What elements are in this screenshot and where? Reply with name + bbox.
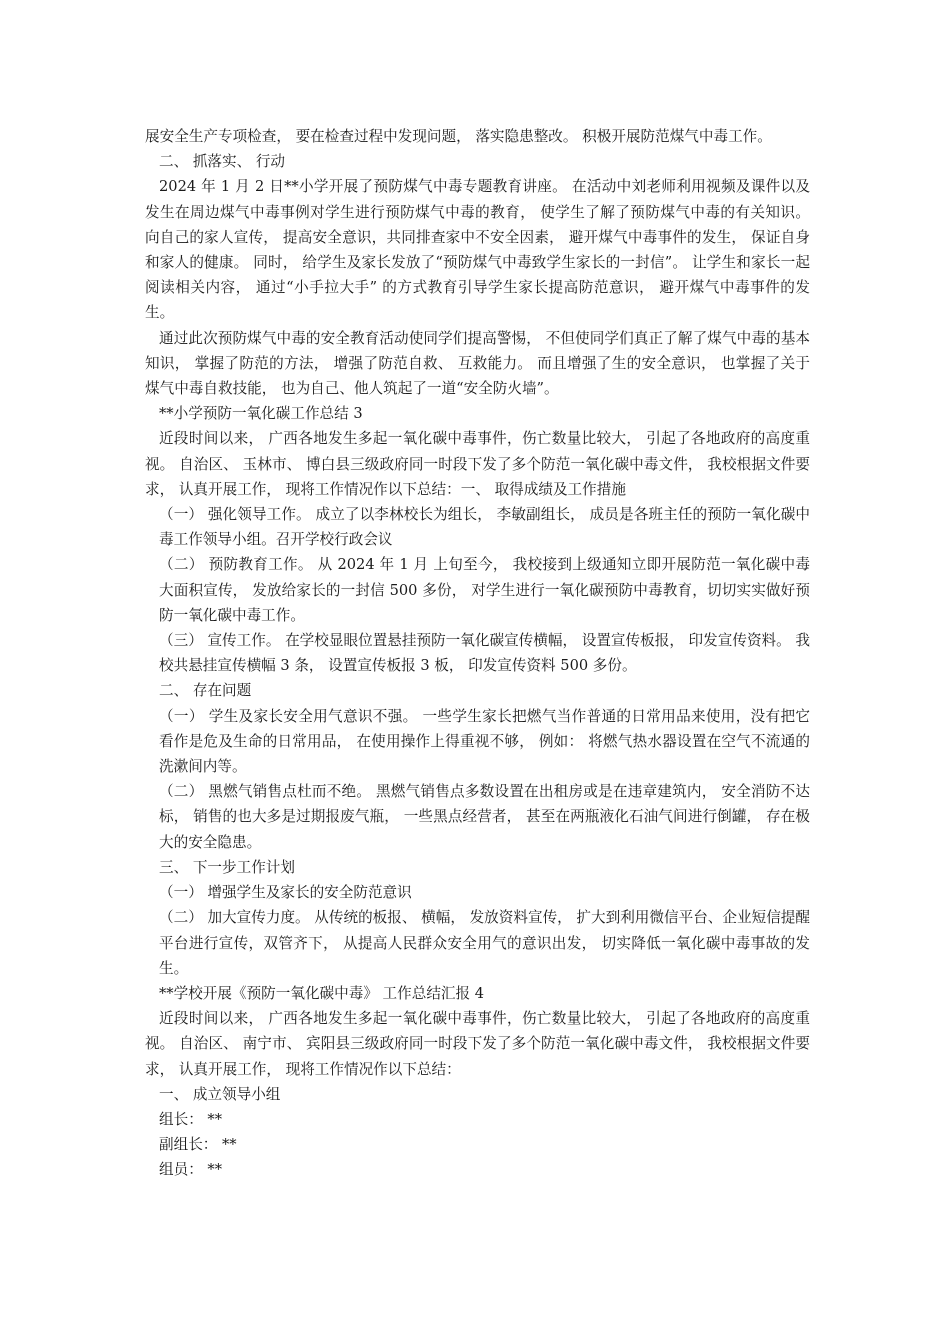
document-body <box>145 124 810 1183</box>
paragraph: 2024 年 1 月 2 日**小学开展了预防煤气中毒专题教育讲座。 在活动中刘老师利用视频及课件以及发生在周边煤气中毒事例对学生进行预防煤气中毒的教育， 使学生了解了预防煤气中毒的有关知识。 向自己的家人宣传， 提高安全意识，共同排查家中不安全因素， 避开煤气中毒事件的发生， 保证自身和家人的健康。 同时， 给学生及家长发放了“预防煤气中毒致学生家长的一封信”。 让学生和家长一起阅读相关内容， 通过“小手拉大手” 的方式教育引导学生家长提高防范意识， 避开煤气中毒事件的发生。 <box>145 178 811 322</box>
list-item: 组员： ** <box>159 1161 223 1179</box>
section-heading: 一、 成立领导小组 <box>159 1085 281 1103</box>
section-heading: 二、 抓落实、 行动 <box>159 153 286 171</box>
paragraph-intro: 展安全生产专项检查， 要在检查过程中发现问题， 落实隐患整改。 积极开展防范煤气中毒工作。 <box>145 128 772 145</box>
section-heading: 三、 下一步工作计划 <box>159 858 295 876</box>
list-item: （一） 增强学生及家长的安全防范意识 <box>159 884 412 902</box>
list-item: （一） 学生及家长安全用气意识不强。 一些学生家长把燃气当作普通的日常用品来使用，没有把它看作是危及生命的日常用品， 在使用操作上得重视不够， 例如： 将燃气热水器设置在空气不流通的洗漱间内等。 <box>159 707 810 776</box>
list-item: （二） 黑燃气销售点杜而不绝。 黑燃气销售点多数设置在出租房或是在违章建筑内， 安全消防不达标， 销售的也大多是过期报废气瓶， 一些黑点经营者， 甚至在两瓶液化石油气间进行倒罐， 存在极大的安全隐患。 <box>159 783 810 851</box>
list-item: （二） 预防教育工作。 从 2024 年 1 月 上旬至今， 我校接到上级通知立即开展防范一氧化碳中毒大面积宣传， 发放给家长的一封信 500 多份， 对学生进行一氧化碳预防中毒教育，切切实实做好预防一氧化碳中毒工作。 <box>159 556 810 624</box>
document-title: **学校开展《预防一氧化碳中毒》 工作总结汇报 4 <box>159 984 485 1002</box>
list-item: （二） 加大宣传力度。 从传统的板报、 横幅， 发放资料宣传， 扩大到利用微信平台、企业短信提醒平台进行宣传，双管齐下， 从提高人民群众安全用气的意识出发， 切实降低一氧化碳中毒事故的发生。 <box>159 909 810 977</box>
list-item: 组长： ** <box>159 1110 223 1128</box>
list-item: （一） 强化领导工作。 成立了以李林校长为组长， 李敏副组长， 成员是各班主任的预防一氧化碳中毒工作领导小组。召开学校行政会议 <box>159 506 810 549</box>
section-heading: 二、 存在问题 <box>159 682 252 700</box>
paragraph: 近段时间以来， 广西各地发生多起一氧化碳中毒事件，伤亡数量比较大， 引起了各地政府的高度重视。 自治区、 南宁市、 宾阳县三级政府同一时段下发了多个防范一氧化碳中毒文件， 我校根据文件要求， 认真开展工作， 现将工作情况作以下总结： <box>145 1010 810 1078</box>
document-title: **小学预防一氧化碳工作总结 3 <box>159 405 363 423</box>
paragraph: 近段时间以来， 广西各地发生多起一氧化碳中毒事件，伤亡数量比较大， 引起了各地政府的高度重视。 自治区、 玉林市、 博白县三级政府同一时段下发了多个防范一氧化碳中毒文件， 我校根据文件要求， 认真开展工作， 现将工作情况作以下总结：一、 取得成绩及工作措施 <box>145 430 810 498</box>
list-item: 副组长： ** <box>159 1136 237 1154</box>
list-item: （三） 宣传工作。 在学校显眼位置悬挂预防一氧化碳宣传横幅， 设置宣传板报， 印发宣传资料。 我校共悬挂宣传横幅 3 条， 设置宣传板报 3 板， 印发宣传资料 500 多份。 <box>159 632 810 675</box>
paragraph: 通过此次预防煤气中毒的安全教育活动使同学们提高警惕， 不但使同学们真正了解了煤气中毒的基本知识， 掌握了防范的方法， 增强了防范自救、 互救能力。 而且增强了生的安全意识， 也掌握了关于煤气中毒自救技能， 也为自己、他人筑起了一道“安全防火墙”。 <box>145 329 810 398</box>
